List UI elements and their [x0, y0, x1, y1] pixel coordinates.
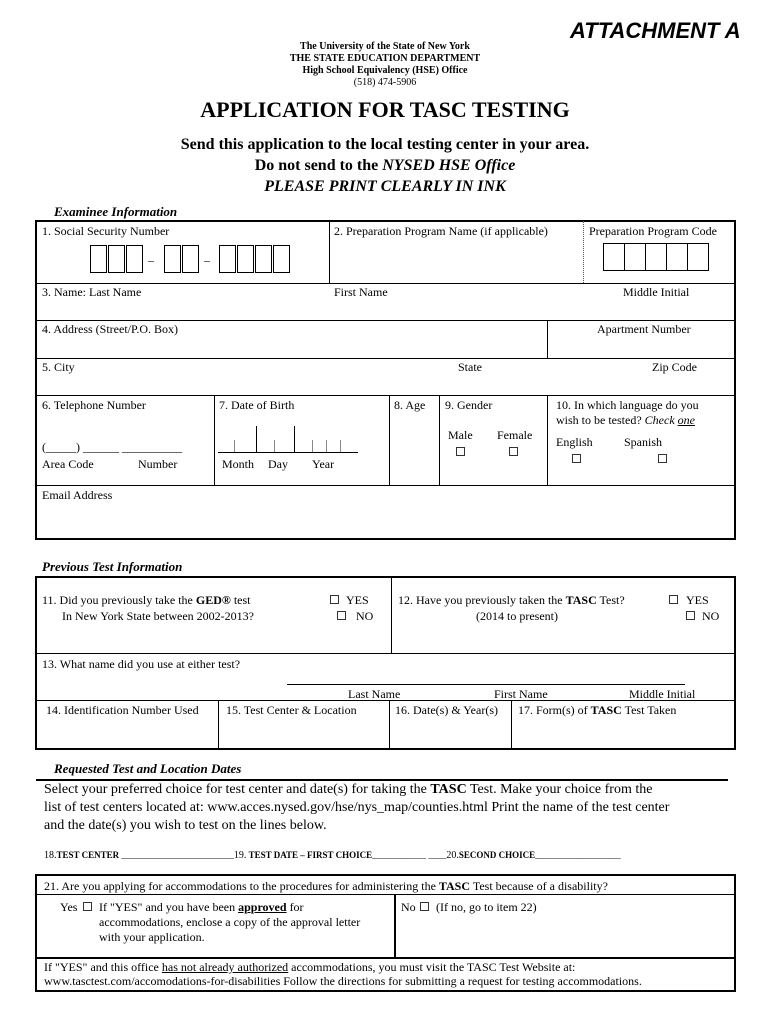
- first-name-label: First Name: [334, 285, 388, 299]
- q16-label: 16. Date(s) & Year(s): [395, 703, 498, 717]
- q18-20-line: [44, 850, 621, 861]
- english-label: English: [556, 435, 593, 449]
- female-label: Female: [497, 428, 533, 442]
- q12-yes-label: YES: [686, 593, 709, 607]
- q12-no-checkbox[interactable]: [686, 611, 695, 620]
- header-phone: (518) 474-5906: [353, 77, 417, 88]
- name-input[interactable]: [42, 300, 722, 318]
- q16-input[interactable]: [393, 718, 508, 746]
- prep-program-name-input[interactable]: [334, 242, 579, 278]
- q11-line-1: 11. Did you previously take the GED® test: [42, 593, 251, 607]
- instruction-line-1: Send this application to the local testing center in your area.: [180, 136, 590, 153]
- header-line-3: High School Equivalency (HSE) Office: [302, 65, 468, 76]
- language-question: 10. In which language do you: [556, 398, 699, 412]
- number-label: Number: [138, 457, 178, 471]
- address-input[interactable]: [42, 337, 542, 355]
- q21-label: 21. Are you applying for accommodations to the procedures for administering the TASC Test because of a disability?: [44, 879, 608, 893]
- q21-yes-text-2: accommodations, enclose a copy of the approval letter: [99, 915, 361, 929]
- prep-program-code-label: Preparation Program Code: [589, 224, 717, 238]
- header-line-2: THE STATE EDUCATION DEPARTMENT: [289, 53, 481, 64]
- prep-program-code-input[interactable]: [603, 243, 713, 273]
- q13-last-name-label: Last Name: [348, 687, 401, 701]
- apartment-input[interactable]: [552, 337, 730, 355]
- language-question-2: wish to be tested? Check one: [556, 413, 695, 427]
- spanish-checkbox[interactable]: [658, 454, 667, 463]
- dob-input[interactable]: [216, 420, 358, 454]
- english-checkbox[interactable]: [572, 454, 581, 463]
- q15-label: 15. Test Center & Location: [226, 703, 357, 717]
- apartment-label: Apartment Number: [597, 322, 691, 336]
- q17-input[interactable]: [515, 718, 731, 746]
- q11-line-2: In New York State between 2002-2013?: [62, 609, 254, 623]
- area-code-label: Area Code: [42, 457, 94, 471]
- address-label: 4. Address (Street/P.O. Box): [42, 322, 178, 336]
- q18-label: TEST CENTER: [56, 850, 120, 860]
- ssn-label: 1. Social Security Number: [42, 224, 170, 238]
- q11-yes-label: YES: [346, 593, 369, 607]
- zip-label: Zip Code: [652, 360, 697, 374]
- prep-program-name-label: 2. Preparation Program Name (if applicable): [334, 224, 548, 238]
- q21-yes-label: Yes: [60, 900, 78, 914]
- middle-initial-label: Middle Initial: [623, 285, 690, 299]
- male-label: Male: [448, 428, 473, 442]
- dob-label: 7. Date of Birth: [219, 398, 295, 412]
- q21-no-checkbox[interactable]: [420, 902, 429, 911]
- q21-yes-checkbox[interactable]: [83, 902, 92, 911]
- requested-paragraph-3: and the date(s) you wish to test on the lines below.: [44, 818, 327, 833]
- q18-input[interactable]: _________________________: [121, 850, 234, 860]
- q12-yes-checkbox[interactable]: [669, 595, 678, 604]
- male-checkbox[interactable]: [456, 447, 465, 456]
- accommodations-note-2: www.tasctest.com/accomodations-for-disabilities Follow the directions for submitting a request for testing accommodations.: [44, 974, 642, 988]
- month-label: Month: [222, 457, 255, 471]
- q13-input-line[interactable]: [287, 684, 685, 685]
- telephone-label: 6. Telephone Number: [42, 398, 146, 412]
- q11-no-checkbox[interactable]: [337, 611, 346, 620]
- q20-num: 20.: [446, 850, 459, 861]
- city-state-zip-input[interactable]: [42, 375, 722, 393]
- examinee-heading: Examinee Information: [54, 204, 178, 219]
- last-name-label: 3. Name: Last Name: [42, 285, 142, 299]
- gender-label: 9. Gender: [445, 398, 493, 412]
- q13-middle-initial-label: Middle Initial: [629, 687, 696, 701]
- q15-input[interactable]: [222, 718, 386, 746]
- previous-heading: Previous Test Information: [42, 559, 183, 574]
- age-input[interactable]: [393, 415, 436, 481]
- q12-line-2: (2014 to present): [476, 609, 558, 623]
- q21-yes-text-1: If "YES" and you have been approved for: [99, 900, 304, 914]
- telephone-input[interactable]: (_____) ______ __________: [42, 440, 182, 454]
- female-checkbox[interactable]: [509, 447, 518, 456]
- q21-no-label: No: [401, 900, 416, 914]
- q14-input[interactable]: [40, 718, 214, 746]
- q20-label: SECOND CHOICE: [458, 850, 536, 860]
- accommodations-note-1: If "YES" and this office has not already authorized accommodations, you must visit the TASC Test Website at:: [44, 960, 576, 974]
- ssn-input[interactable]: – –: [90, 245, 290, 275]
- q12-no-label: NO: [702, 609, 720, 623]
- q21-no-text: (If no, go to item 22): [436, 900, 537, 914]
- state-label: State: [458, 360, 482, 374]
- requested-heading: Requested Test and Location Dates: [54, 761, 242, 776]
- q21-yes-text-3: with your application.: [99, 930, 205, 944]
- spanish-label: Spanish: [624, 435, 663, 449]
- q11-no-label: NO: [356, 609, 374, 623]
- requested-paragraph-2: list of test centers located at: www.acces.nysed.gov/hse/nys_map/counties.html Print the name of the test center: [44, 800, 670, 815]
- email-label: Email Address: [42, 488, 113, 502]
- requested-paragraph-1: Select your preferred choice for test center and date(s) for taking the TASC Test. Make your choice from the: [44, 782, 653, 797]
- day-label: Day: [268, 457, 288, 471]
- header-line-1: The University of the State of New York: [300, 41, 470, 52]
- q13-first-name-label: First Name: [494, 687, 548, 701]
- q11-yes-checkbox[interactable]: [330, 595, 339, 604]
- q14-label: 14. Identification Number Used: [46, 703, 199, 717]
- q12-line-1: 12. Have you previously taken the TASC Test?: [398, 593, 625, 607]
- instruction-line-3: PLEASE PRINT CLEARLY IN INK: [264, 178, 506, 195]
- instruction-line-2: Do not send to the NYSED HSE Office: [254, 157, 516, 174]
- q19-label: TEST DATE – FIRST CHOICE: [248, 850, 373, 860]
- email-input[interactable]: [42, 505, 722, 535]
- age-label: 8. Age: [394, 398, 426, 412]
- q13-label: 13. What name did you use at either test?: [42, 657, 241, 671]
- city-label: 5. City: [42, 360, 75, 374]
- q19-num: 19.: [233, 850, 247, 861]
- q20-input[interactable]: ___________________: [535, 850, 621, 860]
- q17-label: 17. Form(s) of TASC Test Taken: [518, 703, 677, 717]
- year-label: Year: [312, 457, 335, 471]
- q18-num: 18.: [44, 850, 57, 861]
- attachment-label: ATTACHMENT A: [570, 18, 741, 43]
- form-title: APPLICATION FOR TASC TESTING: [200, 97, 570, 122]
- q19-input[interactable]: ____________ ____: [372, 850, 447, 860]
